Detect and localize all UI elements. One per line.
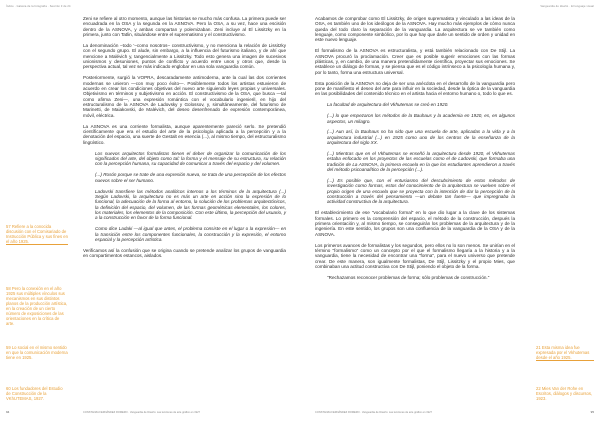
block-quote: Como dice Ladaki —al igual que antes, el problema consiste en el lugar o la expresión— en la transición entre los componentes funcionales, la construcción y la expresión, el entorno espacial y la percepción artística.	[95, 226, 286, 242]
margin-note-58: 58 Pero la conexión en el año 1925 sus múltiples vínculos sus mecanismos en sus distintos planos de la producción artística, en la creación de un cierto número de exposiciones de las orientaciones en la crítica de arte.	[6, 286, 68, 326]
paragraph: El establecimiento de ese "vocabulario formal" en lo que dio lugar a la clave de los sistemas formales. Lo primero es la comprensión del espacio, el método de la construcción, después la primera orientación y, al mismo tiempo, se conseguirán los problemas de la arquitectura y de la ingeniería. En este sentido, los grupos son una confluencia de la vanguardia de la OSA y de la ASNOVA.	[315, 210, 515, 237]
margin-note-21: 21 Esta misma idea fue expresada por el Vkhutemas desde el año 1925.	[536, 345, 590, 360]
running-head-left: Índice · Galaxia de la fotografía · Sección 3 de 24	[6, 5, 71, 8]
block-quote: Los nuevos arquitectos formalistas tienen el deber de organizar la comunicación de los significados del arte, del objeto como tal: la forma y el mensaje de su estructura, su relación con la percepción humana, su capacidad de comunicar a través del espacio y del volumen.	[95, 150, 286, 167]
block-quote: (...) lo que empezaron los métodos de la Bauhaus y la academia en 1920, es, en algunos aspectos, un milagro.	[327, 113, 515, 124]
block-quote: La facultad de arquitectura del Vkhutemas se creó en 1920.	[327, 102, 449, 108]
block-quote: (...) Aun así, la Bauhaus no ha sido que una escuela de arte, aplicadas a la vida y a la arquitectura industrial (...) en 1925 como uno de los centros de la enseñanza de la arquitectura del siglo XX.	[327, 129, 515, 146]
paragraph: El formalismo de la ASNOVA es estructuralista, y está también relacionado con De Stijl. La ASNOVA procuró la proclamación. Creer que es posible sugerir emociones con las formas plásticas, y, en cambio, de una manera pretendidamente científica, proyectar sus emociones. Se establece un diálogo de formas, y se piensa que es el código intrínseco a la psicología humana y, por lo tanto, forma una estructura universal.	[315, 48, 515, 75]
block-quote: (...) Mientras que en el Vkhutemas se enseñó la arquitectura desde 1920, el Vkhutemas estaba enfocado en los proyectos de las escuelas como el de Ladovski, que formaba una tradición de La ASNOVA, la primera escuela en la que los estudiantes aprendieron a través del método psicoanalítico de la percepción (...).	[327, 151, 515, 173]
block-quote: (...) Es posible que, con el entusiasmo del descubrimiento de estos métodos de investigación como formas, estos del conocimiento de la arquitectura se vuelven sobre el propio origen de una escuela que se proyecta con la intención de dar la percepción de la construcción a través del pensamiento —un debate tan fuerte— que impregnaba la actividad constructiva de la arquitectura.	[327, 178, 515, 205]
paragraph: Los primeros avances de formalistas y los segundos, pero ellos no lo son menos. Se unirían en el término "formalismo" como un concepto por el que el formalismo llegaría a la historia y a la vanguardia, tiene la necesidad de encontrar una "forma", para el nuevo universo que pretende crear. De este manera, son igualmente formalistas, De Stijl, Lissitzky y el propio Mies, que combinaban una actitud constructiva con De Stijl, poniendo el objeto de la forma.	[315, 242, 515, 270]
paragraph: La denominación –todo ‘–como nosotros– constructivismo, y no menciona la relación de Lissitzky con el segundo grupo. El alude, sin embargo, a la influencia del futurismo italiano, y de ahí que mencione a Malévich y, tangencialmente a Lissitzky. Todo esto genera una imagen de sucesivos unionismos y desuniones, puntos de conflicto y acuerdo entre unos y otros que, desde la perspectiva actual, tal vez se más indicado englobar en una sola vanguardia común.	[83, 42, 286, 70]
paragraph: Verificamos así la confusión que se origina cuando se pretende analizar los grupos de vanguardia en compartimentos estancos, aislados.	[83, 247, 286, 259]
paragraph: Acabamos de comprobar como El Lissitzky, de origen suprematista y vinculado a las ideas de la OSA, es también uno de los ideólogos de la ASNOVA. Hay mucho más ejemplos de cómo nunca queda del todo claro la separación de la vanguardia. La arquitectura se ve también como lenguaje, como componente simbólico, por lo que hay que darle un sentido de orden y unidad en este nuevo lenguaje.	[315, 16, 515, 43]
page-number-left: 94	[6, 410, 10, 414]
margin-note-59: 59 Lo social en el mismo sentido en que la comunicación moderna tiene en 1925.	[6, 345, 68, 360]
footer-left: CONSTANZA FERNÁNDEZ ROMERO · Vanguardia de Diseño: Las lecciones de arte gráfico en 1927	[83, 411, 200, 414]
paragraph: La ASNOVA es una corriente formalista, aunque aparentemente pareció serlo. Se pretendió científicamente que era el estudio del arte de la psicología aplicada a la percepción y a la denotación del espacio, una suerte de Gestalt en esencia (...), al mismo tiempo, del estructuralismo lingüístico.	[83, 123, 286, 145]
margin-note-57: 57 Refiere a la conocida discusión con el Comisariado de Instrucción Pública y sus fines en el año 1925.	[6, 224, 68, 244]
note-divider	[536, 360, 594, 361]
right-page	[300, 0, 600, 424]
paragraph: Zeni se refiere al otro momento, aunque las historias se mucho más confusa. La primera puede ser encuadrada en la OSA y la segunda en la ASNOVA. Pero la OSA, a su vez, hace una escisión dentro de la ASNOVA, y ambas compartan y polemizaban. Zeni incluye al El Lissitzky en la primera, junto con Tatlin, situándose entre el suprematismo y el constructivismo.	[83, 16, 286, 38]
paragraph: Posteriormente, surgió la VOPRA, descaradamente antimoderna, ante la cual las dos corrientes modernas se unieron —con muy poco éxito—. Posiblemente todos los artistas estuvieron de acuerdo en crear los condiciones objetivas del nuevo arte siguiendo leyes propias y universales. Objetivismo en términos y subjetivismo en acción. El constructivismo de la OSA, que busca —tal como afirma Zeni—, una expresión romántica con el vocabulario ingenieril, en hijo del estructuralismo de la ASNOVA de Ladovsky y Golossov, y, simultáneamente, del futurismo de Marinetti, de Maiakovski, de Malévich, del deseo desenfrenado de expresión contemporánea, móvil, eléctrica.	[83, 75, 286, 118]
main-text-left	[83, 16, 286, 264]
margin-note-22: 22 Mies Van der Rohe en Escritos, diálogos y discursos, 1923.	[536, 386, 593, 401]
margin-note-60: 60 Los fundadores del Estudio de Construcción de la VKhUTEMAS, 1927.	[6, 386, 63, 401]
paragraph: Esta posición de la ASNOVA no deja de ser una anécdota en el desarrollo de la vanguardia pero pone de manifiesto el deseo del arte para influir en la sociedad, desde la óptica de la vanguardia en las posibilidades del contenido técnico en el artista hacia el entorno humano o, todo lo que es.	[315, 80, 515, 97]
page-number-right: 95	[590, 410, 594, 414]
footer-right: CONSTANZA FERNÁNDEZ ROMERO · Vanguardia de Diseño: Las lecciones de arte gráfico en 1927	[315, 411, 432, 414]
running-head-right: Vanguardia de diseño · El lenguaje visual	[540, 5, 594, 8]
main-text-right	[315, 16, 515, 284]
note-divider	[6, 244, 68, 245]
block-quote: (...) Rosón porque se trate de una expresión nueva, se trata de una percepción de los efectos nuevos sobre el ser humano.	[95, 172, 286, 183]
quotation: "Rechazamos reconocer problemas de forma; sólo problemas de construcción."	[327, 275, 490, 280]
block-quote: Ladovski transfiere las métodos analíticos internos a los términos de la arquitectura (...) Según Ladovski, la arquitectura no es más un arte en acción sino la expresión de lo funcional, la adecuación de la forma al entorno, la solución de los problemas arquitectónicos, la definición del espacio, del volumen, de las formas geométricas elementales, los colores, los materiales, los elementos de la composición. Con este último, la percepción del usuario, y a la construcción en favor de la forma funcional.	[95, 188, 286, 221]
